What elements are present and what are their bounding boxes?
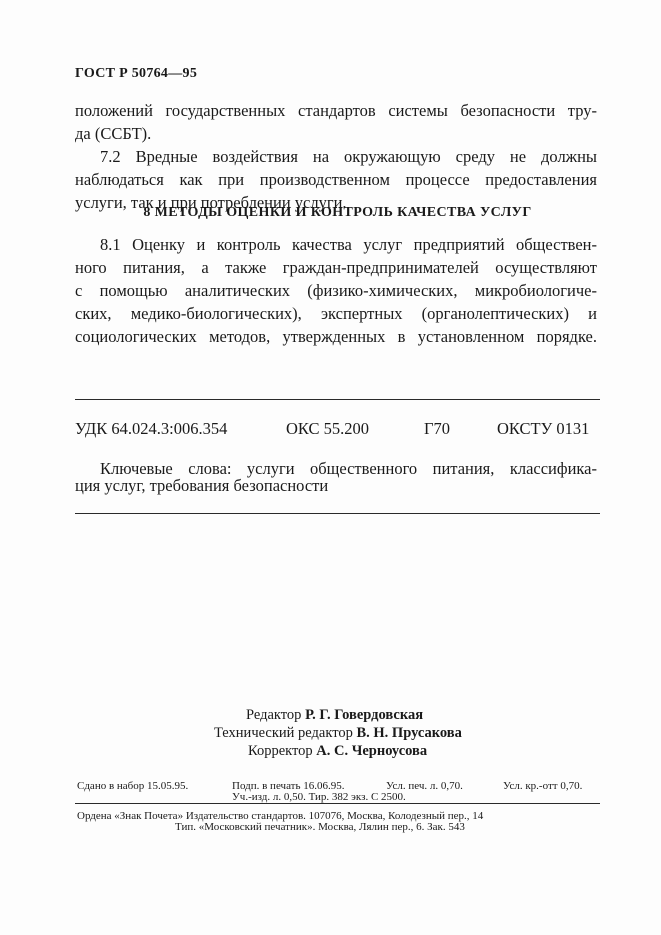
editor-role: Редактор bbox=[246, 707, 302, 723]
imprint-usl-kr: Усл. кр.-отт 0,70. bbox=[503, 780, 583, 792]
document-header: ГОСТ Р 50764—95 bbox=[75, 66, 198, 81]
tech-editor-credit bbox=[214, 725, 462, 742]
divider-line bbox=[75, 399, 600, 400]
printer-line: Тип. «Московский печатник». Москва, Лялин пер., 6. Зак. 543 bbox=[175, 821, 465, 833]
editor-name: Р. Г. Говердовская bbox=[305, 707, 424, 723]
paragraph-line: да (ССБТ). bbox=[75, 124, 152, 143]
keywords-line: ция услуг, требования безопасности bbox=[75, 476, 329, 495]
divider-line bbox=[75, 513, 600, 514]
corrector-credit bbox=[248, 743, 427, 760]
udk-code: УДК 64.024.3:006.354 bbox=[75, 419, 228, 438]
paragraph-line: наблюдаться как при производственном процессе предоставления bbox=[75, 170, 597, 189]
paragraph-line: услуги, так и при потреблении услуги. bbox=[75, 193, 347, 212]
section-title: 8 МЕТОДЫ ОЦЕНКИ И КОНТРОЛЬ КАЧЕСТВА УСЛУГ bbox=[143, 205, 532, 220]
divider-line bbox=[75, 803, 600, 804]
okstu-code: ОКСТУ 0131 bbox=[497, 419, 590, 438]
imprint-signed: Подп. в печать 16.06.95. bbox=[232, 780, 345, 792]
imprint-sent: Сдано в набор 15.05.95. bbox=[77, 780, 189, 792]
paragraph-line: 8.1 Оценку и контроль качества услуг предприятий обществен- bbox=[100, 235, 597, 254]
corrector-name: А. С. Черноусова bbox=[316, 743, 428, 759]
paragraph-line: ских, медико-биологических), экспертных (органолептических) и bbox=[75, 304, 597, 323]
paragraph-line: социологических методов, утвержденных в установленном порядке. bbox=[75, 327, 597, 346]
tech-editor-name: В. Н. Прусакова bbox=[356, 725, 462, 741]
corrector-role: Корректор bbox=[248, 743, 313, 759]
editor-credit bbox=[246, 707, 423, 724]
paragraph-line: 7.2 Вредные воздействия на окружающую среду не должны bbox=[100, 147, 597, 166]
g-code: Г70 bbox=[424, 419, 451, 438]
paragraph-line: ного питания, а также граждан-предпринимателей осуществляют bbox=[75, 258, 597, 277]
publisher-line: Ордена «Знак Почета» Издательство стандартов. 107076, Москва, Колодезный пер., 14 bbox=[77, 810, 484, 822]
paragraph-line: с помощью аналитических (физико-химических, микробиологиче- bbox=[75, 281, 597, 300]
tech-editor-role: Технический редактор bbox=[214, 725, 353, 741]
paragraph-line: положений государственных стандартов системы безопасности тру- bbox=[75, 101, 597, 120]
oks-code: ОКС 55.200 bbox=[286, 419, 370, 438]
keywords-line: Ключевые слова: услуги общественного питания, классифика- bbox=[100, 459, 597, 478]
imprint-uch-izd: Уч.-изд. л. 0,50. Тир. 382 экз. С 2500. bbox=[232, 791, 406, 803]
imprint-usl-pech: Усл. печ. л. 0,70. bbox=[386, 780, 463, 792]
